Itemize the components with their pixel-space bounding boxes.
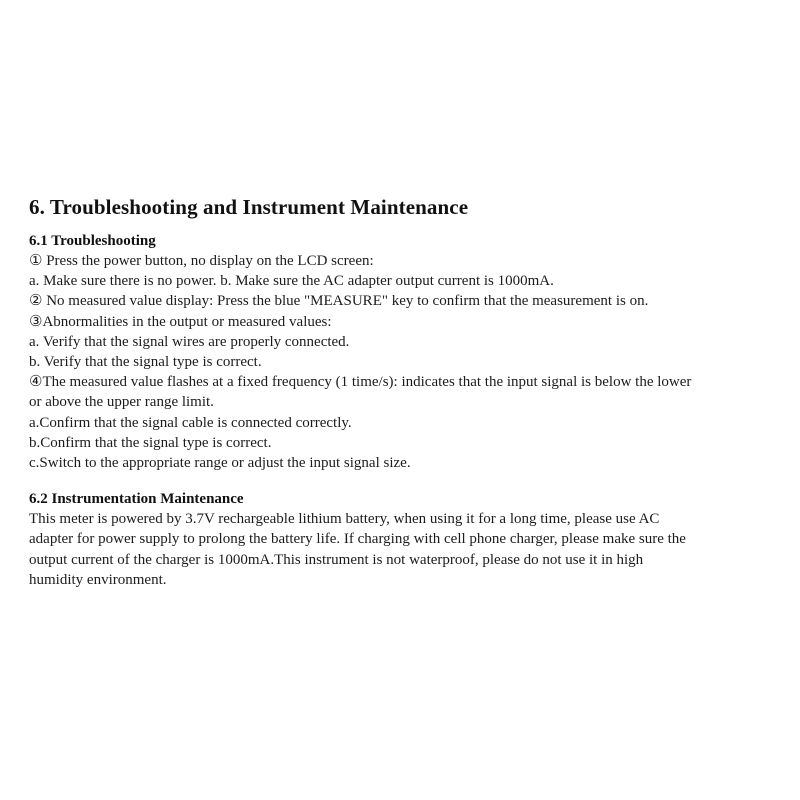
document-page bbox=[29, 193, 789, 590]
text-line: or above the upper range limit. bbox=[29, 394, 214, 411]
text-line: b.Confirm that the signal type is correct. bbox=[29, 434, 272, 451]
section-maintenance bbox=[29, 489, 789, 590]
text-line: a. Verify that the signal wires are properly connected. bbox=[29, 333, 350, 350]
text-line: b. Verify that the signal type is correct. bbox=[29, 354, 262, 371]
text-line: ③Abnormalities in the output or measured values: bbox=[29, 313, 332, 330]
paragraph-line: This meter is powered by 3.7V rechargeable lithium battery, when using it for a long time, please use AC bbox=[29, 511, 660, 528]
text-line: ① Press the power button, no display on the LCD screen: bbox=[29, 253, 374, 269]
section-heading: 6.2 Instrumentation Maintenance bbox=[29, 491, 244, 508]
section-troubleshooting bbox=[29, 231, 789, 473]
text-line: a.Confirm that the signal cable is connected correctly. bbox=[29, 414, 352, 431]
text-line: ② No measured value display: Press the blue "MEASURE" key to confirm that the measurement is on. bbox=[29, 293, 649, 310]
page-title: 6. Troubleshooting and Instrument Maintenance bbox=[29, 195, 469, 219]
paragraph-line: output current of the charger is 1000mA.This instrument is not waterproof, please do not use it in high bbox=[29, 551, 644, 568]
section-heading: 6.1 Troubleshooting bbox=[29, 233, 156, 249]
paragraph-line: humidity environment. bbox=[29, 571, 167, 588]
text-line: a. Make sure there is no power. b. Make sure the AC adapter output current is 1000mA. bbox=[29, 273, 554, 290]
text-line: c.Switch to the appropriate range or adjust the input signal size. bbox=[29, 455, 411, 472]
paragraph-line: adapter for power supply to prolong the battery life. If charging with cell phone charger, please make sure the bbox=[29, 531, 686, 548]
text-line: ④The measured value flashes at a fixed frequency (1 time/s): indicates that the input signal is below the lower bbox=[29, 374, 692, 391]
